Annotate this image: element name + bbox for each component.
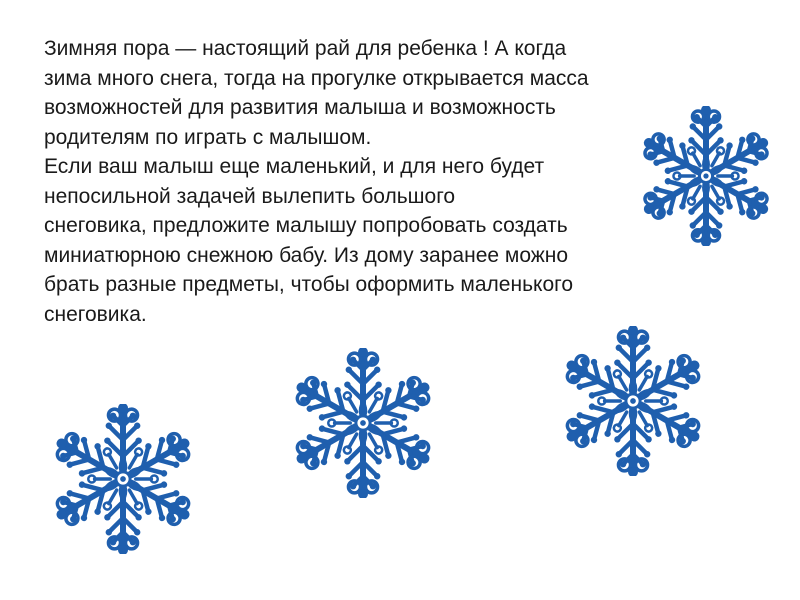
text-line: родителям по играть с малышом. bbox=[44, 125, 372, 149]
text-line: брать разные предметы, чтобы оформить маленького bbox=[44, 273, 573, 296]
body-text bbox=[44, 34, 724, 329]
text-line: снеговика. bbox=[44, 302, 147, 326]
text-line: Зимняя пора — настоящий рай для ребенка ! А когда bbox=[44, 37, 567, 60]
text-line: зима много снега, тогда на прогулке открывается масса bbox=[44, 66, 589, 90]
text-line: миниатюрною снежною бабу. Из дому заранее можно bbox=[44, 243, 569, 267]
snowflake-icon bbox=[558, 326, 708, 476]
text-line: возможностей для развития малыша и возможность bbox=[44, 96, 556, 119]
text-line: снеговика, предложите малышу попробовать создать bbox=[44, 214, 568, 237]
snowflake-icon bbox=[636, 106, 776, 246]
snowflake-icon bbox=[48, 404, 198, 554]
text-line: непосильной задачей вылепить большого bbox=[44, 184, 456, 208]
snowflake-icon bbox=[288, 348, 438, 498]
text-line: Если ваш малыш еще маленький, и для него будет bbox=[44, 155, 545, 178]
